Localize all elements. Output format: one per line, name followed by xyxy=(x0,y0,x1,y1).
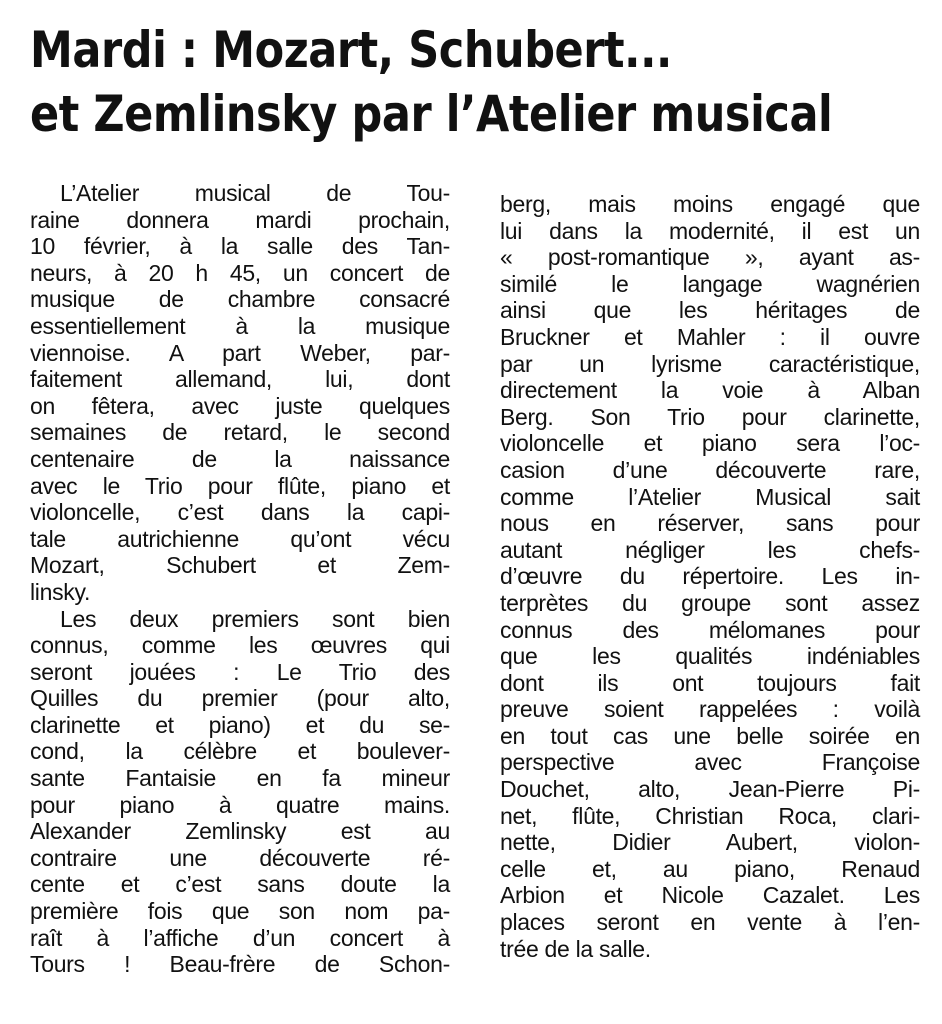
headline xyxy=(30,18,833,146)
article-line: que les qualités indéniables xyxy=(500,643,920,670)
article-line: Berg. Son Trio pour clarinette, xyxy=(500,403,920,430)
article-line: places seront en vente à l’en- xyxy=(500,909,920,936)
article-line: musique de chambre consacré xyxy=(30,286,450,313)
article-line: 10 février, à la salle des Tan- xyxy=(30,233,450,260)
article-line: tale autrichienne qu’ont vécu xyxy=(30,525,450,552)
article-line: connus, comme les œuvres qui xyxy=(30,632,450,659)
article-line: terprètes du groupe sont assez xyxy=(500,589,920,616)
article-line: similé le langage wagnérien xyxy=(500,270,920,297)
article-line: perspective avec Françoise xyxy=(500,749,920,776)
article-line: Arbion et Nicole Cazalet. Les xyxy=(500,882,920,909)
article-line: directement la voie à Alban xyxy=(500,377,920,404)
article-line: comme l’Atelier Musical sait xyxy=(500,483,920,510)
article-line: seront jouées : Le Trio des xyxy=(30,658,450,685)
article-line: raît à l’affiche d’un concert à xyxy=(30,924,450,951)
article-line: « post-romantique », ayant as- xyxy=(500,244,920,271)
article-line: faitement allemand, lui, dont xyxy=(30,366,450,393)
article-line: trée de la salle. xyxy=(500,935,651,962)
article-line: ainsi que les héritages de xyxy=(500,297,920,324)
article-line: L’Atelier musical de Tou- xyxy=(60,180,450,206)
article-line: Alexander Zemlinsky est au xyxy=(30,818,450,845)
article-line: berg, mais moins engagé que xyxy=(500,191,920,217)
article-line: clarinette et piano) et du se- xyxy=(30,711,450,738)
article-line: Les deux premiers sont bien xyxy=(60,605,450,632)
article-line: centenaire de la naissance xyxy=(30,445,450,472)
article-line: nous en réserver, sans pour xyxy=(500,510,920,537)
article-line: pour piano à quatre mains. xyxy=(30,791,450,818)
article-line: viennoise. A part Weber, par- xyxy=(30,339,450,366)
article-column-left xyxy=(30,180,450,978)
article-line: Douchet, alto, Jean-Pierre Pi- xyxy=(500,776,920,803)
article-line: première fois que son nom pa- xyxy=(30,898,450,925)
article-line: essentiellement à la musique xyxy=(30,312,450,339)
article-line: contraire une découverte ré- xyxy=(30,844,450,871)
article-line: nette, Didier Aubert, violon- xyxy=(500,829,920,856)
article-line: connus des mélomanes pour xyxy=(500,616,920,643)
article-line: violoncelle et piano sera l’oc- xyxy=(500,430,920,457)
article-line: celle et, au piano, Renaud xyxy=(500,855,920,882)
article-line: Tours ! Beau-frère de Schon- xyxy=(30,951,450,978)
article-line: autant négliger les chefs- xyxy=(500,536,920,563)
headline-line-2: et Zemlinsky par l’Atelier musical xyxy=(30,85,833,143)
article-line: cond, la célèbre et boulever- xyxy=(30,738,450,765)
headline-line-1: Mardi : Mozart, Schubert... xyxy=(30,21,672,79)
article-line: en tout cas une belle soirée en xyxy=(500,722,920,749)
article-line: net, flûte, Christian Roca, clari- xyxy=(500,802,920,829)
article-line: par un lyrisme caractéristique, xyxy=(500,350,920,377)
article-line: cente et c’est sans doute la xyxy=(30,871,450,898)
article-line: raine donnera mardi prochain, xyxy=(30,206,450,233)
article-line: dont ils ont toujours fait xyxy=(500,669,920,696)
article-line: casion d’une découverte rare, xyxy=(500,456,920,483)
article-line: neurs, à 20 h 45, un concert de xyxy=(30,259,450,286)
article-line: on fêtera, avec juste quelques xyxy=(30,392,450,419)
article-line: semaines de retard, le second xyxy=(30,419,450,446)
article-line: violoncelle, c’est dans la capi- xyxy=(30,499,450,526)
article-line: d’œuvre du répertoire. Les in- xyxy=(500,563,920,590)
article-line: Quilles du premier (pour alto, xyxy=(30,685,450,712)
article-line: avec le Trio pour flûte, piano et xyxy=(30,472,450,499)
article-line: lui dans la modernité, il est un xyxy=(500,217,920,244)
article-line: Bruckner et Mahler : il ouvre xyxy=(500,323,920,350)
article-line: linsky. xyxy=(30,578,91,605)
article-line: Mozart, Schubert et Zem- xyxy=(30,552,450,579)
article-column-right xyxy=(500,191,920,962)
article-line: preuve soient rappelées : voilà xyxy=(500,696,920,723)
article-line: sante Fantaisie en fa mineur xyxy=(30,765,450,792)
